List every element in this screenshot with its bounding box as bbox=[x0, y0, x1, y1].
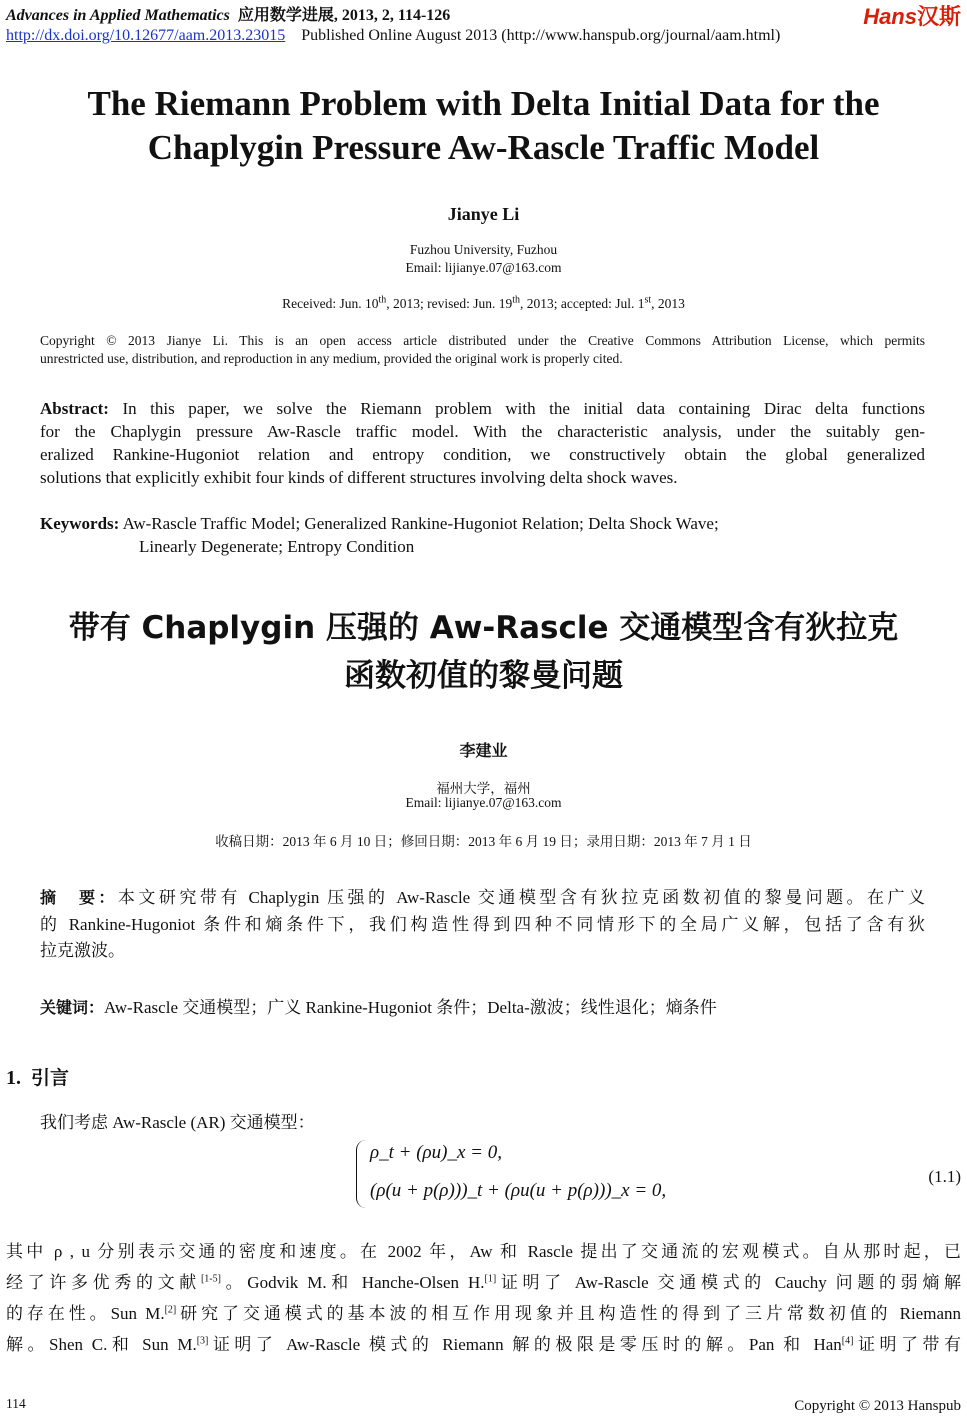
journal-name: Advances in Applied Mathematics bbox=[6, 7, 230, 24]
section-heading bbox=[6, 1063, 69, 1090]
abstract-cn-line bbox=[40, 883, 925, 908]
published-info: Published Online August 2013 (http://www.hanspub.org/journal/aam.html) bbox=[301, 27, 781, 44]
text: 研究了交通模式的基本波的相互作用现象并且构造性的得到了三片常数初值的 Riemann bbox=[176, 1304, 961, 1323]
received-text: , 2013 bbox=[651, 296, 685, 311]
citation[interactable]: [1] bbox=[484, 1273, 497, 1285]
section-title: 引言 bbox=[31, 1067, 70, 1089]
journal-header bbox=[6, 2, 450, 25]
keywords-line bbox=[40, 514, 925, 534]
affiliation-en: Fuzhou University, Fuzhou bbox=[409, 242, 558, 257]
para-line bbox=[6, 1268, 961, 1293]
hans-logo bbox=[863, 0, 961, 31]
copyright-line: Copyright © 2013 Jianye Li. This is an open access article distributed under the Creative Commons Attribution License, which permits bbox=[40, 333, 925, 348]
citation[interactable]: [1-5] bbox=[200, 1273, 221, 1285]
keywords-cn-line bbox=[40, 993, 925, 1018]
text: 证明了 Aw-Rascle 模式的 Riemann 解的极限是零压时的解。Pan 和 Han bbox=[208, 1335, 842, 1354]
page-number: 114 bbox=[6, 1396, 26, 1411]
abstract-line: solutions that explicitly exhibit four kinds of different structures involving delta shock waves. bbox=[40, 468, 678, 487]
keywords-cn-text: Aw-Rascle 交通模型；广义 Rankine-Hugoniot 条件；Delta-激波；线性退化；熵条件 bbox=[104, 998, 717, 1017]
doi-link[interactable]: http://dx.doi.org/10.12677/aam.2013.23015 bbox=[6, 27, 286, 44]
received-text: , 2013; revised: Jun. 19 bbox=[386, 296, 513, 311]
received-en bbox=[0, 296, 967, 312]
citation[interactable]: [4] bbox=[841, 1335, 854, 1347]
title-line: 函数初值的黎曼问题 bbox=[344, 658, 623, 694]
author-en: Jianye Li bbox=[447, 204, 520, 224]
citation[interactable]: [2] bbox=[164, 1304, 177, 1316]
equation-line-1: ρ_t + (ρu)_x = 0, bbox=[370, 1142, 502, 1163]
title-en bbox=[0, 82, 967, 170]
abstract-cn-label: 摘 要： bbox=[40, 888, 118, 907]
section-number: 1. bbox=[6, 1067, 21, 1089]
text: 证明了 Aw-Rascle 交通模式的 Cauchy 问题的弱熵解 bbox=[496, 1273, 961, 1292]
title-line: 带有 Chaplygin 压强的 Aw-Rascle 交通模型含有狄拉克 bbox=[68, 610, 899, 646]
equation-line-2: (ρ(u + p(ρ)))_t + (ρu(u + p(ρ)))_x = 0, bbox=[370, 1180, 667, 1201]
keywords-text: Aw-Rascle Traffic Model; Generalized Rankine-Hugoniot Relation; Delta Shock Wave; bbox=[119, 514, 719, 533]
keywords-label: Keywords: bbox=[40, 514, 120, 533]
sup: st bbox=[644, 294, 652, 306]
para-line bbox=[6, 1299, 961, 1324]
text: 解。Shen C.和 Sun M. bbox=[6, 1335, 197, 1354]
keywords-cn-label: 关键词： bbox=[40, 998, 105, 1017]
abstract-cn-line: 拉克激波。 bbox=[40, 941, 125, 960]
abstract-cn-text: 本文研究带有 Chaplygin 压强的 Aw-Rascle 交通模型含有狄拉克函数初值的黎曼问题。在广义 bbox=[117, 888, 925, 907]
para-line bbox=[6, 1330, 961, 1355]
equation-number: (1.1) bbox=[928, 1167, 961, 1186]
para-line: 其中 ρ , u 分别表示交通的密度和速度。在 2002 年，Aw 和 Rascle 提出了交通流的宏观模式。自从那时起，已 bbox=[6, 1242, 961, 1261]
email-cn: Email: lijianye.07@163.com bbox=[405, 795, 562, 810]
text: 的存在性。Sun M. bbox=[6, 1304, 165, 1323]
abstract-line bbox=[40, 399, 925, 419]
title-cn bbox=[0, 604, 967, 700]
text: 。Godvik M.和 Hanche-Olsen H. bbox=[220, 1273, 485, 1292]
text: 证明了带有 bbox=[853, 1335, 961, 1354]
email-en: Email: lijianye.07@163.com bbox=[405, 260, 562, 275]
citation[interactable]: [3] bbox=[196, 1335, 209, 1347]
logo-cn: 汉斯 bbox=[916, 4, 961, 29]
equation-brace bbox=[356, 1140, 369, 1208]
abstract-cn-line: 的 Rankine-Hugoniot 条件和熵条件下，我们构造性得到四种不同情形下的全局广义解，包括了含有狄 bbox=[40, 915, 925, 934]
abstract-label: Abstract: bbox=[40, 399, 109, 418]
abstract-line: for the Chaplygin pressure Aw-Rascle traffic model. With the characteristic analysis, under the suitably gen- bbox=[40, 422, 925, 441]
author-cn: 李建业 bbox=[459, 741, 508, 760]
journal-info: 应用数学进展, 2013, 2, 114-126 bbox=[237, 7, 451, 24]
logo-en: Hans bbox=[863, 4, 917, 29]
sup: th bbox=[512, 294, 521, 306]
intro-text: 我们考虑 Aw-Rascle (AR) 交通模型： bbox=[40, 1113, 315, 1132]
abstract-text: In this paper, we solve the Riemann problem with the initial data containing Dirac delta functions bbox=[108, 399, 925, 418]
affiliation-cn: 福州大学，福州 bbox=[436, 781, 531, 796]
doi-line bbox=[6, 27, 780, 45]
received-text: Received: Jun. 10 bbox=[282, 296, 379, 311]
title-line: The Riemann Problem with Delta Initial Data for the bbox=[87, 84, 880, 123]
footer-copyright: Copyright © 2013 Hanspub bbox=[794, 1398, 961, 1414]
keywords-line: Linearly Degenerate; Entropy Condition bbox=[139, 537, 415, 556]
received-text: , 2013; accepted: Jul. 1 bbox=[520, 296, 645, 311]
title-line: Chaplygin Pressure Aw-Rascle Traffic Model bbox=[147, 128, 820, 167]
copyright-line: unrestricted use, distribution, and reproduction in any medium, provided the original work is properly cited. bbox=[40, 351, 623, 366]
abstract-line: eralized Rankine-Hugoniot relation and entropy condition, we constructively obtain the global generalized bbox=[40, 445, 925, 464]
text: 经了许多优秀的文献 bbox=[6, 1273, 201, 1292]
sup: th bbox=[378, 294, 387, 306]
received-cn: 收稿日期：2013 年 6 月 10 日；修回日期：2013 年 6 月 19 日；录用日期：2013 年 7 月 1 日 bbox=[215, 834, 752, 849]
